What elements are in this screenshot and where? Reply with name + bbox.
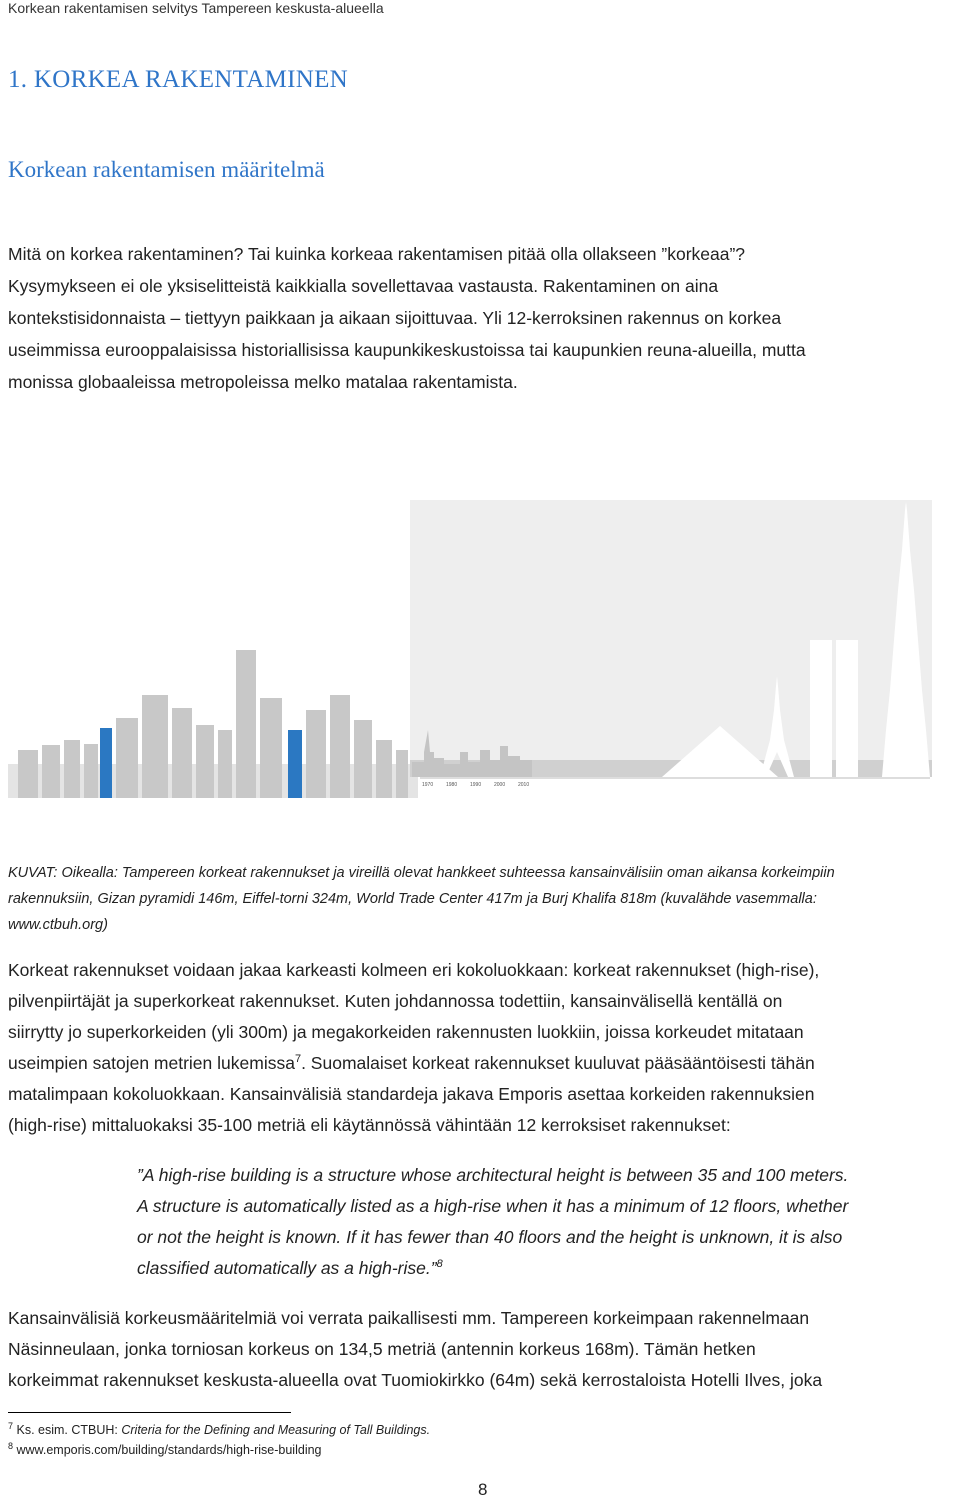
footnote-link[interactable]: www.emporis.com/building/standards/high-rise-building [13, 1443, 322, 1457]
text-line [8, 302, 948, 334]
body-paragraph [8, 955, 953, 1141]
building-silhouette [236, 650, 256, 798]
building-silhouette [142, 695, 168, 798]
building-silhouette [42, 745, 60, 798]
footnote-ref: 7 [294, 1053, 302, 1066]
text-line: siirrytty jo superkorkeiden (yli 300m) ja megakorkeiden rakennusten luokkiin, joissa korkeudet mitataan [8, 1022, 804, 1042]
quote-line: ”A high-rise building is a structure whose architectural height is between 35 and 100 meters. [137, 1165, 849, 1185]
year-label: 2010 [518, 782, 530, 788]
text-line: Näsinneulaan, jonka torniosan korkeus on 134,5 metriä (antennin korkeus 168m). Tämän hetken [8, 1339, 756, 1359]
block-quote [137, 1160, 957, 1284]
text-fragment: classified automatically as a high-rise.” [137, 1258, 437, 1278]
year-label: 1980 [446, 782, 458, 788]
text-line [8, 1048, 953, 1079]
text-line: Kansainvälisiä korkeusmääritelmiä voi verrata paikallisesti mm. Tampereen korkeimpaan rakennelmaan [8, 1308, 810, 1328]
page-number: 8 [478, 1480, 488, 1499]
footnote-8 [8, 1440, 908, 1460]
text-line: (high-rise) mittaluokaksi 35-100 metriä eli käytännössä vähintään 12 kerroksiset rakennukset: [8, 1115, 731, 1135]
text-line: useimmissa eurooppalaisissa historiallisissa kaupunkikeskustoissa tai kaupunkien reuna-alueilla, mutta [8, 340, 806, 360]
caption-line: www.ctbuh.org) [8, 917, 108, 933]
building-silhouette [218, 730, 232, 798]
building-silhouette [354, 720, 372, 798]
text-fragment: Yli 12-kerroksinen rakennus on korkea [477, 308, 782, 328]
text-line: Kysymykseen ei ole yksiselitteistä kaikkialla sovellettavaa vastausta. Rakentaminen on aina [8, 276, 719, 296]
building-silhouette [84, 744, 98, 798]
footnote-mark: 7 [8, 1420, 14, 1431]
section-heading: Korkean rakentamisen määritelmä [8, 157, 325, 182]
footnote-text: Ks. esim. CTBUH: [13, 1423, 122, 1437]
building-tampere-highlight [288, 730, 302, 798]
building-silhouette [64, 740, 80, 798]
footnote-7 [8, 1420, 908, 1440]
footnote-mark: 8 [8, 1440, 14, 1451]
running-header: Korkean rakentamisen selvitys Tampereen keskusta-alueella [8, 0, 384, 16]
text-line: Mitä on korkea rakentaminen? Tai kuinka korkeaa rakentamisen pitää olla ollakseen ”korkeaa”? [8, 244, 746, 264]
text-line: monissa globaaleissa metropoleissa melko matalaa rakentamista. [8, 372, 518, 392]
building-silhouette [330, 695, 350, 798]
wtc-tower-silhouette [810, 640, 832, 777]
building-silhouette [116, 718, 138, 798]
figure-caption [8, 860, 953, 938]
tampere-buildings-figure [8, 600, 418, 840]
quote-line [137, 1253, 957, 1284]
text-line: pilvenpiirtäjät ja superkorkeat rakennukset. Kuten johdannossa todettiin, kansainvälisellä kentällä on [8, 991, 783, 1011]
body-paragraph [8, 1303, 953, 1396]
footnotes [8, 1420, 908, 1460]
text-line: matalimpaan kokoluokkaan. Kansainvälisiä standardeja jakava Emporis asettaa korkeiden rakennuksien [8, 1084, 815, 1104]
text-fragment: useimpien satojen metrien lukemissa [8, 1053, 295, 1073]
height-comparison-figure [400, 490, 940, 840]
caption-line: rakennuksiin, Gizan pyramidi 146m, Eiffel-torni 324m, World Trade Center 417m ja Burj Khalifa 818m (kuvalähde vasemmalla: [8, 891, 817, 907]
footnote-italic: Criteria for the Defining and Measuring of Tall Buildings. [121, 1423, 431, 1437]
building-tampere-highlight [100, 728, 112, 798]
building-silhouette [18, 750, 38, 798]
building-silhouette [172, 708, 192, 798]
text-line: korkeimmat rakennukset keskusta-alueella ovat Tuomiokirkko (64m) sekä kerrostaloista Hotelli Ilves, joka [8, 1370, 823, 1390]
footnote-ref: 8 [436, 1258, 443, 1271]
quote-line: or not the height is known. If it has fewer than 40 floors and the height is unknown, it is also [137, 1227, 843, 1247]
chapter-heading: 1. KORKEA RAKENTAMINEN [8, 66, 348, 93]
building-silhouette [376, 740, 392, 798]
building-silhouette [196, 725, 214, 798]
year-label: 2000 [494, 782, 506, 788]
text-fragment: kontekstisidonnaista – tiettyyn paikkaan ja aikaan sijoittuvaa. [8, 308, 478, 328]
caption-line: KUVAT: Oikealla: Tampereen korkeat rakennukset ja vireillä olevat hankkeet suhteessa kansainvälisiin oman aikansa korkeimpiin [8, 865, 835, 881]
footnote-divider [8, 1412, 291, 1413]
text-line: Korkeat rakennukset voidaan jakaa karkeasti kolmeen eri kokoluokkaan: korkeat rakennukset (high-rise), [8, 960, 820, 980]
text-fragment: . Suomalaiset korkeat rakennukset kuuluvat pääsääntöisesti tähän [301, 1053, 815, 1073]
year-label: 1990 [470, 782, 482, 788]
intro-paragraph [8, 238, 948, 398]
wtc-tower-silhouette [836, 640, 858, 777]
building-silhouette [306, 710, 326, 798]
building-silhouette [260, 698, 282, 798]
quote-line: A structure is automatically listed as a high-rise when it has a minimum of 12 floors, whether [137, 1196, 849, 1216]
year-label: 1970 [422, 782, 434, 788]
